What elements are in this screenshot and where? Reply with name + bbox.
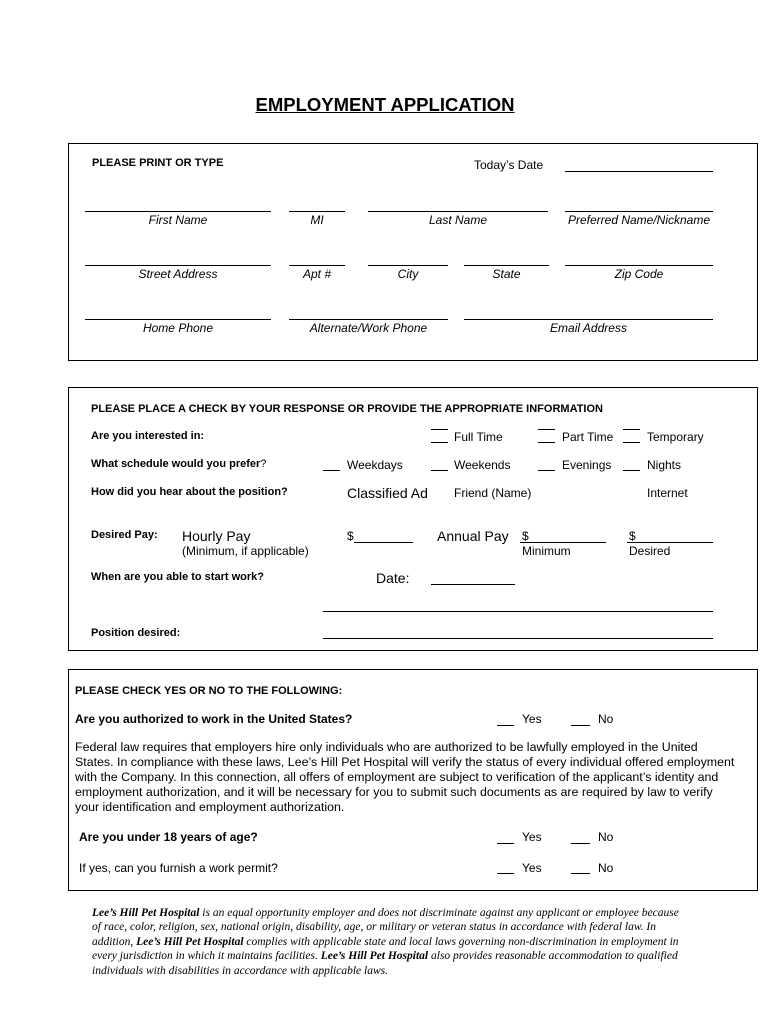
eeo-org-name: Lee’s Hill Pet Hospital [320,950,429,963]
preferred-name-field[interactable] [565,211,713,212]
first-name-label: First Name [148,213,208,227]
authorized-no-label: No [598,712,614,726]
under-18-yes-checkbox[interactable] [497,843,514,844]
eeo-text-2: complies with applicable state and local laws governing non-discrimination in employment in every jurisdiction in which it maintains facilities. [92,935,679,963]
eeo-org-name: Lee’s Hill Pet Hospital [92,907,200,919]
work-permit-question: If yes, can you furnish a work permit? [79,861,278,875]
street-address-label: Street Address [138,267,218,281]
home-phone-label: Home Phone [142,321,214,335]
nights-label: Nights [647,458,682,472]
start-question: When are you able to start work? [91,571,264,583]
authorized-yes-checkbox[interactable] [497,725,514,726]
authorized-no-checkbox[interactable] [571,725,590,726]
desired-pay-label: Desired Pay: [91,529,158,541]
part-time-label: Part Time [562,430,614,444]
yes-no-heading: PLEASE CHECK YES OR NO TO THE FOLLOWING: [75,685,343,697]
alt-phone-label: Alternate/Work Phone [309,321,428,335]
under-18-question: Are you under 18 years of age? [79,830,258,844]
evenings-label: Evenings [562,458,612,472]
full-time-checkbox-line[interactable] [431,442,448,443]
todays-date-label: Today’s Date [474,158,544,172]
weekends-checkbox[interactable] [431,470,448,471]
schedule-question-text: What schedule would you prefer [91,458,261,470]
work-permit-yes-label: Yes [522,861,542,875]
weekends-label: Weekends [454,458,511,472]
annual-min-dollar-sign: $ [522,529,529,543]
under-18-no-label: No [598,830,614,844]
interested-question: Are you interested in: [91,430,205,442]
temporary-checkbox[interactable] [623,429,640,430]
city-label: City [397,267,419,281]
temporary-label: Temporary [647,430,704,444]
annual-desired-dollar-sign: $ [629,529,636,543]
friend-label: Friend (Name) [454,486,532,500]
evenings-checkbox[interactable] [538,470,555,471]
date-label: Date: [376,570,410,586]
mi-label: MI [310,213,324,227]
schedule-question [91,458,266,470]
work-permit-yes-checkbox[interactable] [497,873,514,874]
last-name-field[interactable] [368,211,548,212]
city-field[interactable] [368,265,448,266]
preferred-name-label: Preferred Name/Nickname [567,213,711,227]
desired-label: Desired [629,544,671,558]
email-label: Email Address [550,321,627,335]
last-name-label: Last Name [428,213,488,227]
nights-checkbox[interactable] [623,470,640,471]
check-response-heading: PLEASE PLACE A CHECK BY YOUR RESPONSE OR PROVIDE THE APPROPRIATE INFORMATION [91,403,603,415]
internet-label: Internet [647,486,688,500]
classified-ad-label: Classified Ad [347,485,428,501]
eeo-statement [92,906,682,978]
todays-date-field[interactable] [565,171,713,172]
weekdays-label: Weekdays [347,458,403,472]
hourly-pay-field[interactable] [354,542,413,543]
eeo-org-name: Lee’s Hill Pet Hospital [136,935,244,948]
print-or-type-heading: PLEASE PRINT OR TYPE [92,157,224,169]
minimum-label: Minimum [522,544,571,558]
apt-field[interactable] [289,265,345,266]
start-date-field[interactable] [431,584,515,585]
alt-phone-field[interactable] [289,319,448,320]
state-field[interactable] [464,265,549,266]
under-18-yes-label: Yes [522,830,542,844]
zip-label: Zip Code [614,267,664,281]
hear-question: How did you hear about the position? [91,486,288,498]
authorized-yes-label: Yes [522,712,542,726]
schedule-question-mark: ? [260,458,267,470]
part-time-checkbox[interactable] [538,429,555,430]
apt-label: Apt # [302,267,332,281]
authorized-question: Are you authorized to work in the United States? [75,712,353,726]
under-18-no-checkbox[interactable] [571,843,590,844]
first-name-field[interactable] [85,211,271,212]
page-title: EMPLOYMENT APPLICATION [255,94,515,115]
weekdays-checkbox[interactable] [323,470,340,471]
federal-law-paragraph: Federal law requires that employers hire only individuals who are authorized to be lawfully employed in the United States. In compliance with these laws, Lee’s Hill Pet Hospital will verify the status of every individual offered employment with the Company. In this connection, all offers of employment are subject to verification of the applicant’s identity and employment authorization, and it will be necessary for you to submit such documents as are required by law to verify your identification and employment authorization. [75,740,735,814]
position-field-line-1[interactable] [323,611,713,612]
full-time-checkbox[interactable] [431,429,448,430]
email-field[interactable] [464,319,713,320]
hourly-dollar-sign: $ [347,529,354,543]
home-phone-field[interactable] [85,319,271,320]
zip-field[interactable] [565,265,713,266]
state-label: State [492,267,521,281]
position-desired-field[interactable] [323,638,713,639]
annual-desired-field[interactable] [627,542,713,543]
annual-min-field[interactable] [520,542,606,543]
mi-field[interactable] [289,211,345,212]
part-time-checkbox-line[interactable] [538,442,555,443]
hourly-pay-label: Hourly Pay [182,528,251,544]
street-address-field[interactable] [85,265,271,266]
full-time-label: Full Time [454,430,503,444]
eeo-text-3: also provides reasonable accommodation to qualified individuals with disabilities in accordance with applicable laws. [92,950,678,977]
temporary-checkbox-line[interactable] [623,442,640,443]
work-permit-no-label: No [598,861,614,875]
hourly-note: (Minimum, if applicable) [182,544,309,558]
position-desired-label: Position desired: [91,627,181,639]
eeo-text-1: is an equal opportunity employer and does not discriminate against any applicant or employee because of race, color, religion, sex, national origin, disability, age, or military or veteran status in accordance with federal law. In addition, [92,907,679,948]
work-permit-no-checkbox[interactable] [571,873,590,874]
annual-pay-label: Annual Pay [437,528,509,544]
